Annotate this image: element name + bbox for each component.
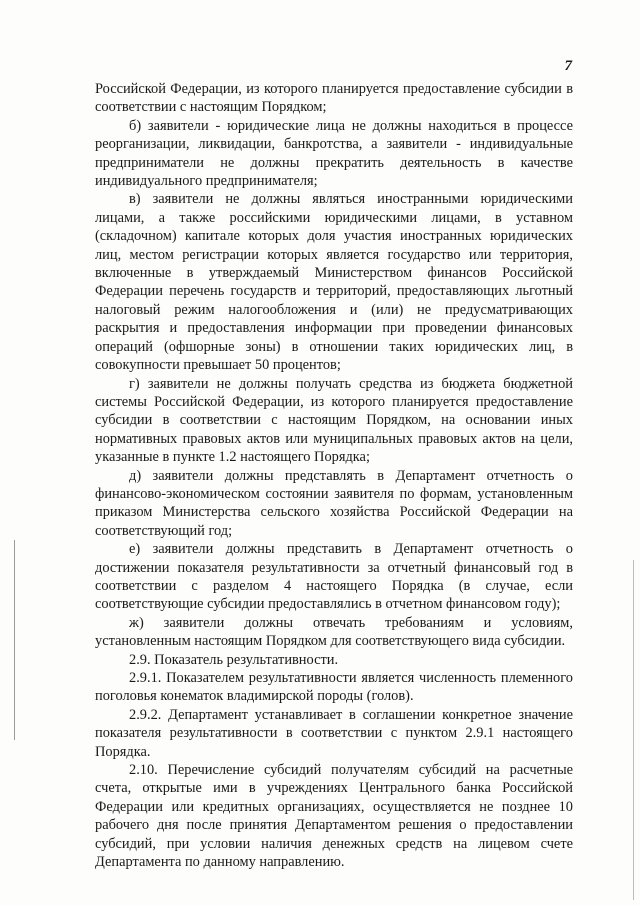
scan-margin-line — [14, 540, 15, 740]
paragraph-item-d: д) заявители должны представлять в Департамент отчетность о финансово-экономическом состоянии заявителя по формам, установленным приказом Министерства сельского хозяйства Российской Федерации на соответствующий год; — [95, 467, 573, 539]
page-number: 7 — [564, 58, 572, 74]
paragraph-item-g: г) заявители не должны получать средства из бюджета бюджетной системы Российской Федерации, из которого планируется предоставление субсидии в соответствии с настоящим Порядком, на основании иных нормативных правовых актов или муниципальных правовых актов на цели, указанные в пункте 1.2 настоящего Порядка; — [95, 375, 573, 466]
paragraph-2-10: 2.10. Перечисление субсидий получателям субсидий на расчетные счета, открытые ими в учреждениях Центрального банка Российской Федерации или кредитных организациях, осуществляется не позднее 10 рабочего дня после принятия Департаментом решения о предоставлении субсидий, при условии наличия денежных средств на лицевом счете Департамента по данному направлению. — [95, 762, 573, 871]
paragraph-2-9-1: 2.9.1. Показателем результативности является численность племенного поголовья конематок владимирской породы (голов). — [95, 670, 573, 705]
paragraph-item-b: б) заявители - юридические лица не должны находиться в процессе реорганизации, ликвидации, банкротства, а заявители - индивидуальные предприниматели не должны прекратить деятельность в качестве индивидуального предпринимателя; — [95, 117, 573, 190]
paragraph-2-9-2: 2.9.2. Департамент устанавливает в соглашении конкретное значение показателя результативности в соответствии с пунктом 2.9.1 настоящего Порядка. — [95, 706, 573, 760]
paragraph-item-v: в) заявители не должны являться иностранными юридическими лицами, а также российскими юридическими лицами, в уставном (складочном) капитале которых доля участия иностранных юридических лиц, местом регистрации которых является государство или территория, включенные в утверждаемый Министерством финансов Российской Федерации перечень государств и территорий, предоставляющих льготный налоговый режим налогообложения и (или) не предусматривающих раскрытия и предоставления информации при проведении финансовых операций (офшорные зоны) в отношении таких юридических лиц, в совокупности превышает 50 процентов; — [95, 191, 573, 374]
document-body — [95, 80, 573, 871]
paragraph-item-e: е) заявители должны представить в Департамент отчетность о достижении показателя результативности за отчетный финансовый год в соответствии с разделом 4 настоящего Порядка (в случае, если соответствующие субсидии предоставлялись в отчетном финансовом году); — [95, 541, 573, 613]
paragraph-continuation: Российской Федерации, из которого планируется предоставление субсидии в соответствии с настоящим Порядком; — [95, 81, 573, 116]
section-2-9-heading: 2.9. Показатель результативности. — [129, 651, 339, 668]
scan-edge-line — [633, 560, 634, 900]
paragraph-item-zh: ж) заявители должны отвечать требованиям и условиям, установленным настоящим Порядком для соответствующего вида субсидии. — [95, 614, 573, 650]
